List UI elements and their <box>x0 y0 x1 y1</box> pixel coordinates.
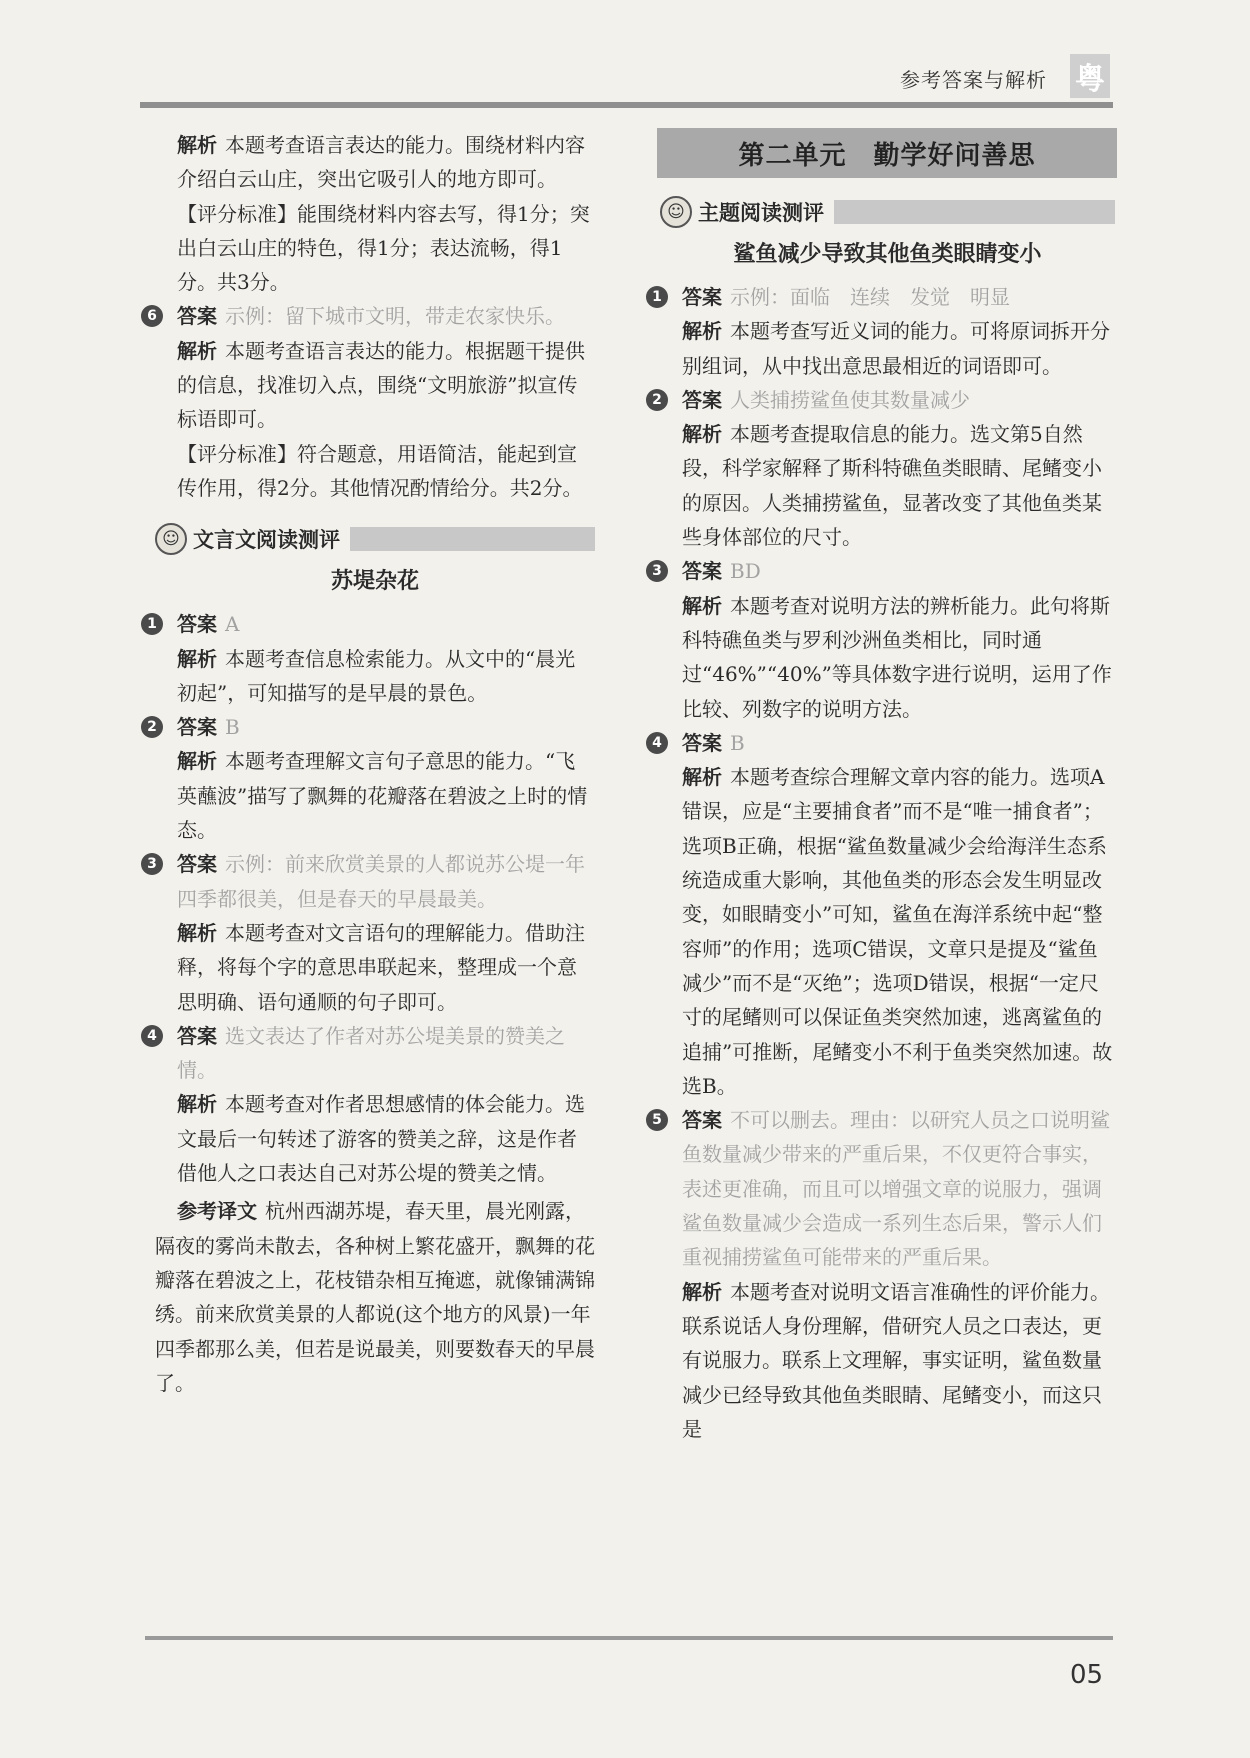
answer-label: 答案 <box>682 730 722 755</box>
q5-analysis-text: 本题考查语言表达的能力。围绕材料内容介绍白云山庄，突出它吸引人的地方即可。 <box>177 133 585 192</box>
question-number: 2 <box>646 389 668 411</box>
answer-text: 选文表达了作者对苏公堤美景的赞美之情。 <box>177 1023 565 1083</box>
answer-label: 答案 <box>177 1023 217 1048</box>
answer-text: 示例：留下城市文明，带走农家快乐。 <box>225 304 565 329</box>
analysis-block <box>660 1275 1115 1446</box>
section-title: 主题阅读测评 <box>698 201 824 225</box>
section-bar <box>350 527 595 551</box>
answer-label: 答案 <box>682 1108 722 1133</box>
reference-translation <box>155 1194 595 1400</box>
answer-text: 示例：前来欣赏美景的人都说苏公堤一年四季都很美，但是春天的早晨最美。 <box>177 852 585 911</box>
question-number: 3 <box>141 853 163 875</box>
left-column <box>147 128 595 1400</box>
question-item <box>147 710 595 744</box>
analysis-block <box>155 642 595 711</box>
analysis-label: 解析 <box>177 338 217 363</box>
answer-text: 示例：面临 连续 发觉 明显 <box>730 285 1010 309</box>
analysis-label: 解析 <box>177 749 217 774</box>
analysis-block <box>155 1087 595 1190</box>
analysis-text: 本题考查对文言语句的理解能力。借助注释，将每个字的意思串联起来，整理成一个意思明确、语句通顺的句子即可。 <box>177 920 585 1014</box>
analysis-block <box>155 744 595 847</box>
answer-label: 答案 <box>682 559 722 584</box>
right-column <box>652 128 1115 1446</box>
analysis-block <box>155 916 595 1019</box>
question-item <box>147 847 595 916</box>
analysis-text: 本题考查提取信息的能力。选文第5自然段，科学家解释了斯科特礁鱼类眼睛、尾鳍变小的原因。人类捕捞鲨鱼，显著改变了其他鱼类某些身体部位的尺寸。 <box>682 422 1102 550</box>
question-6 <box>147 299 595 333</box>
question-number: 4 <box>646 732 668 754</box>
answer-text: B <box>225 715 240 740</box>
article-title: 鲨鱼减少导致其他鱼类眼睛变小 <box>733 242 1042 267</box>
question-item <box>652 383 1115 417</box>
answer-label: 答案 <box>682 285 722 309</box>
reader-icon: ☺ <box>660 196 692 228</box>
question-number: 2 <box>141 716 163 738</box>
q6-analysis-text: 本题考查语言表达的能力。根据题干提供的信息，找准切入点，围绕“文明旅游”拟宣传标语即可。 <box>177 338 585 432</box>
question-item <box>652 280 1115 314</box>
page-number: 05 <box>1070 1660 1104 1690</box>
question-number: 4 <box>141 1025 163 1047</box>
analysis-text: 本题考查对作者思想感情的体会能力。选文最后一句转述了游客的赞美之辞，这是作者借他人之口表达自己对苏公堤的赞美之情。 <box>177 1092 585 1186</box>
answer-label: 答案 <box>177 304 217 329</box>
analysis-label: 解析 <box>177 920 217 945</box>
article-title: 苏堤杂花 <box>330 569 419 595</box>
q6-scoring: 【评分标准】符合题意，用语简洁，能起到宣传作用，得2分。其他情况酌情给分。共2分。 <box>177 441 583 500</box>
analysis-text: 本题考查信息检索能力。从文中的“晨光初起”，可知描写的是早晨的景色。 <box>177 646 576 705</box>
unit-banner: 第二单元 勤学好问善思 <box>657 128 1117 178</box>
section-header-theme <box>660 192 1115 232</box>
answer-text: 人类捕捞鲨鱼使其数量减少 <box>730 387 970 412</box>
analysis-text: 本题考查理解文言句子意思的能力。“飞英蘸波”描写了飘舞的花瓣落在碧波之上时的情态。 <box>177 749 588 843</box>
reader-icon: ☺ <box>155 523 187 555</box>
analysis-text: 本题考查对说明方法的辨析能力。此句将斯科特礁鱼类与罗利沙洲鱼类相比，同时通过“46%”“40%”等具体数字进行说明，运用了作比较、列数字的说明方法。 <box>682 593 1112 721</box>
question-item <box>652 554 1115 588</box>
analysis-label: 解析 <box>177 646 217 671</box>
question-item <box>652 726 1115 760</box>
answer-text: A <box>225 612 240 637</box>
translation-label: 参考译文 <box>177 1199 257 1224</box>
analysis-text: 本题考查综合理解文章内容的能力。选项A错误，应是“主要捕食者”而不是“唯一捕食者”；选项B正确，根据“鲨鱼数量减少会给海洋生态系统造成重大影响，其他鱼类的形态会发生明显改变，如眼睛变小”可知，鲨鱼在海洋系统中起“整容师”的作用；选项C错误，文章只是提及“鲨鱼减少”而不是“灭绝”；选项D错误，根据“一定尺寸的尾鳍则可以保证鱼类突然加速，逃离鲨鱼的追捕”可推断，尾鳍变小不利于鱼类突然加速。故选B。 <box>682 765 1113 1098</box>
analysis-text: 本题考查写近义词的能力。可将原词拆开分别组词，从中找出意思最相近的词语即可。 <box>682 319 1110 378</box>
analysis-label: 解析 <box>682 319 722 344</box>
analysis-label: 解析 <box>177 133 217 157</box>
question-item <box>147 607 595 641</box>
analysis-label: 解析 <box>177 1092 217 1117</box>
translation-text: 杭州西湖苏堤，春天里，晨光刚露，隔夜的雾尚未散去，各种树上繁花盛开，飘舞的花瓣落在碧波之上，花枝错杂相互掩遮，就像铺满锦绣。前来欣赏美景的人都说(这个地方的风景)一年四季都那么美，但若是说最美，则要数春天的早晨了。 <box>155 1199 595 1395</box>
region-badge: 粤 <box>1070 54 1110 98</box>
answer-label: 答案 <box>177 715 217 740</box>
answer-label: 答案 <box>177 852 217 877</box>
analysis-label: 解析 <box>682 765 722 790</box>
answer-label: 答案 <box>177 612 217 637</box>
question-number: 3 <box>646 560 668 582</box>
analysis-block <box>660 314 1115 383</box>
q5-analysis <box>155 128 595 197</box>
section-bar <box>834 200 1115 224</box>
right-question-list <box>652 280 1115 1446</box>
analysis-block <box>660 760 1115 1103</box>
section-title: 文言文阅读测评 <box>193 528 340 553</box>
footer-divider <box>145 1636 1113 1640</box>
question-number: 6 <box>141 305 163 327</box>
question-item <box>147 1019 595 1088</box>
header-divider <box>140 102 1113 108</box>
analysis-block <box>660 589 1115 726</box>
q5-scoring: 【评分标准】能围绕材料内容去写，得1分；突出白云山庄的特色，得1分；表达流畅，得1分。共3分。 <box>177 201 590 295</box>
left-question-list <box>147 607 595 1190</box>
question-item <box>652 1103 1115 1274</box>
section-header-classical <box>155 519 595 559</box>
question-number: 5 <box>646 1109 668 1131</box>
question-number: 1 <box>141 613 163 635</box>
analysis-block <box>660 417 1115 554</box>
analysis-label: 解析 <box>682 1279 722 1304</box>
question-number: 1 <box>646 286 668 308</box>
answer-text: 不可以删去。理由：以研究人员之口说明鲨鱼数量减少带来的严重后果，不仅更符合事实，表述更准确，而且可以增强文章的说服力，强调鲨鱼数量减少会造成一系列生态后果，警示人们重视捕捞鲨鱼可能带来的严重后果。 <box>682 1108 1110 1270</box>
analysis-text: 本题考查对说明文语言准确性的评价能力。联系说话人身份理解，借研究人员之口表达，更有说服力。联系上文理解，事实证明，鲨鱼数量减少已经导致其他鱼类眼睛、尾鳍变小，而这只是 <box>682 1279 1110 1441</box>
header-title: 参考答案与解析 <box>900 68 1047 92</box>
answer-text: BD <box>730 559 761 584</box>
answer-text: B <box>730 730 745 755</box>
q6-analysis <box>155 334 595 437</box>
analysis-label: 解析 <box>682 593 722 618</box>
analysis-label: 解析 <box>682 422 722 447</box>
answer-label: 答案 <box>682 387 722 412</box>
